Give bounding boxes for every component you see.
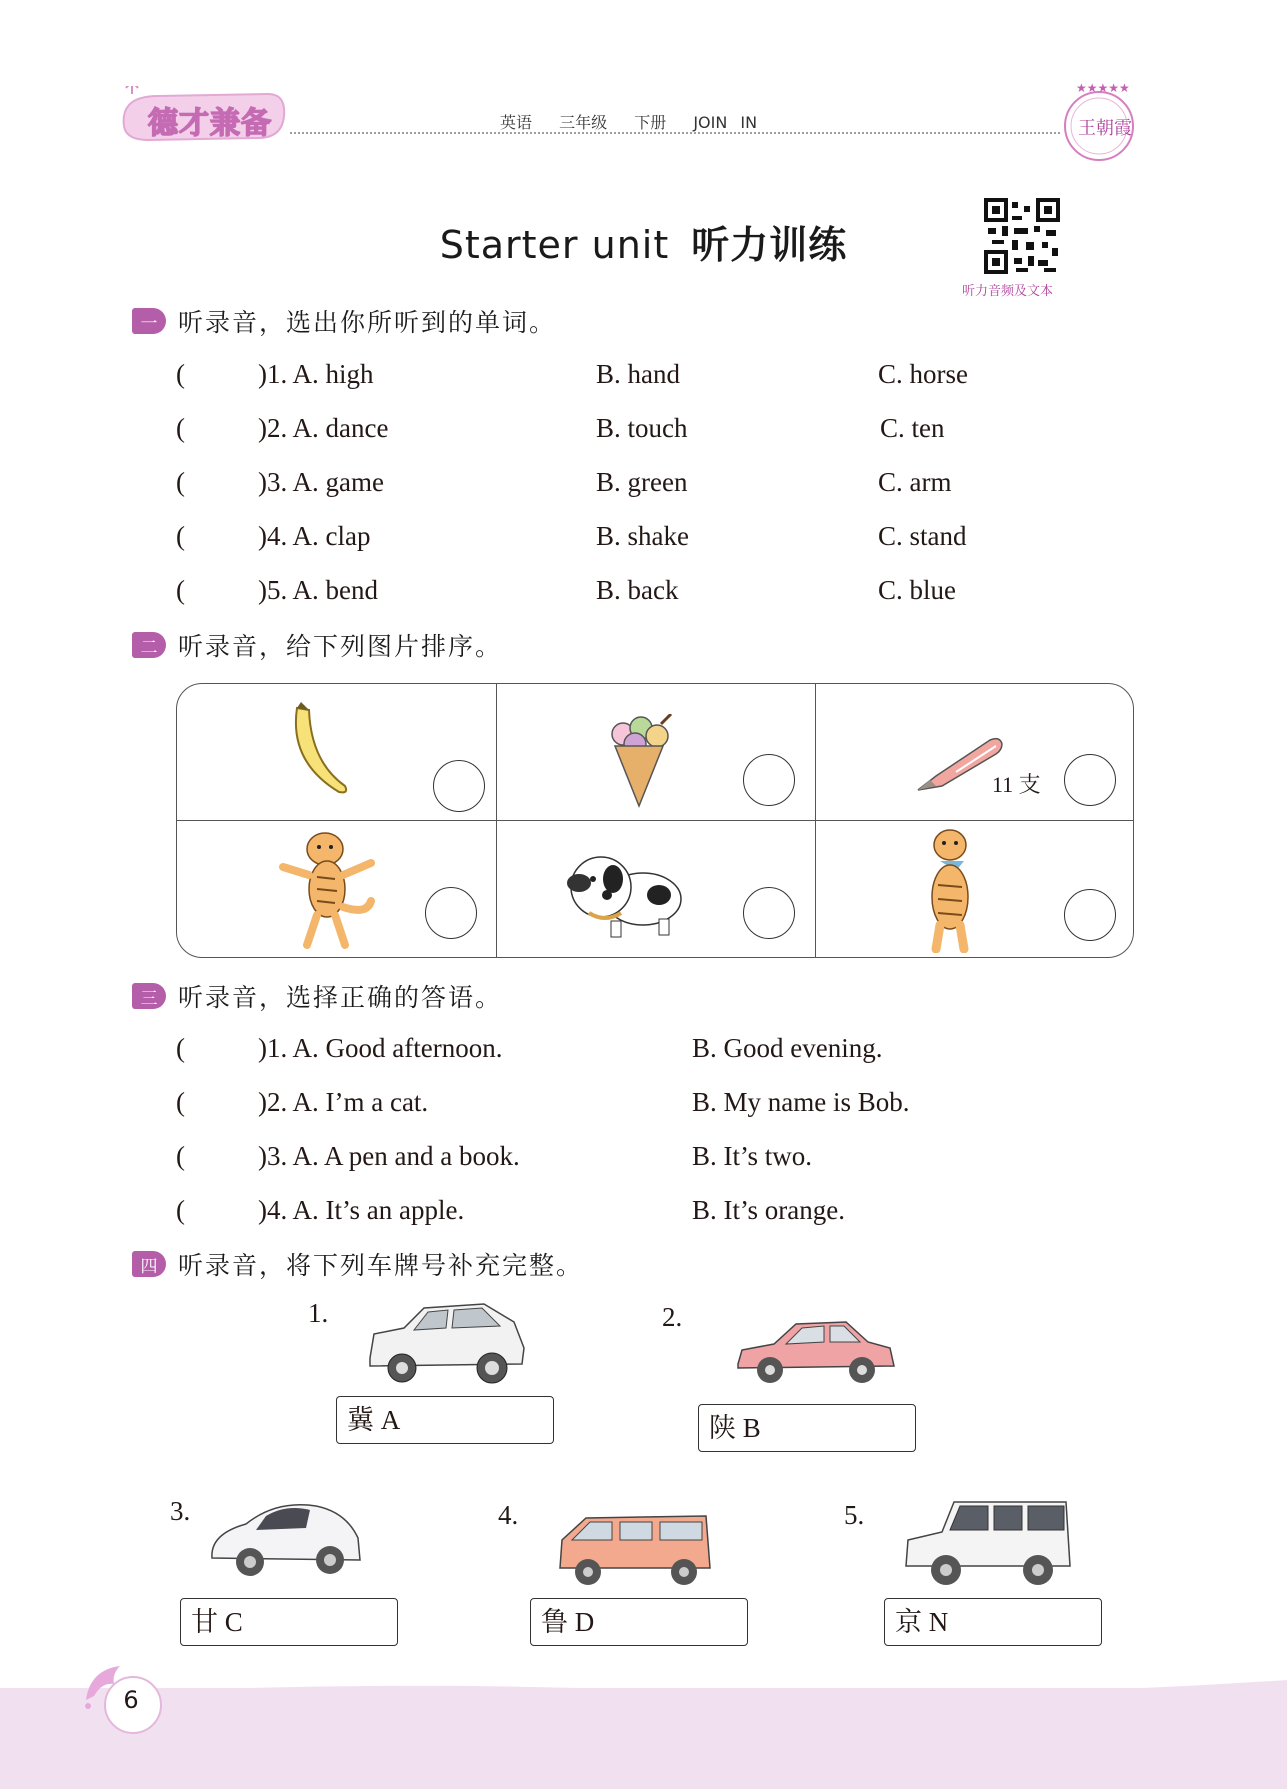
answer-paren[interactable]: (	[176, 1033, 185, 1063]
option-b: B. It’s orange.	[692, 1195, 845, 1225]
order-circle[interactable]	[1064, 889, 1116, 941]
car-suv-icon	[364, 1298, 530, 1388]
svg-text:★★★★★: ★★★★★	[1076, 81, 1130, 95]
header-edition: JOIN IN	[693, 113, 758, 132]
header-grade: 三年级	[559, 113, 608, 132]
picture-cell-ice-cream	[497, 684, 816, 821]
picture-grid	[176, 683, 1134, 958]
item-b: B. hand	[596, 359, 680, 389]
option-a: )3. A. A pen and a book.	[258, 1141, 520, 1171]
section-instruction: 听录音，将下列车牌号补充完整。	[178, 1251, 584, 1280]
picture-cell-tiger-standing	[816, 821, 1133, 957]
brand-stamp	[1058, 80, 1140, 166]
section-3-heading	[132, 979, 502, 1013]
header-info	[500, 110, 771, 133]
header-subject: 英语	[500, 113, 533, 132]
car-number: 2.	[662, 1302, 683, 1332]
order-circle[interactable]	[425, 887, 477, 939]
footer-band	[0, 1688, 1287, 1789]
item-a: )2. A. dance	[258, 413, 389, 443]
section-badge: 三	[132, 983, 166, 1009]
answer-paren[interactable]: (	[176, 575, 185, 605]
answer-paren[interactable]: (	[176, 1087, 185, 1117]
car-number: 4.	[498, 1500, 519, 1530]
item-b: B. touch	[596, 413, 688, 443]
option-b: B. Good evening.	[692, 1033, 883, 1063]
picture-cell-tiger-shaking	[177, 821, 497, 957]
tiger-icon	[277, 827, 377, 951]
item-c: C. ten	[880, 413, 945, 443]
page-number: 6	[123, 1686, 139, 1714]
car-sedan-icon	[734, 1312, 898, 1388]
section-1-heading	[132, 304, 556, 338]
tiger-icon	[916, 825, 986, 953]
option-b: B. My name is Bob.	[692, 1087, 910, 1117]
car-number: 1.	[308, 1298, 329, 1328]
option-a: )1. A. Good afternoon.	[258, 1033, 503, 1063]
license-plate[interactable]: 鲁 D	[530, 1598, 748, 1646]
item-b: B. green	[596, 467, 688, 497]
pen-count: 11 支	[992, 772, 1041, 797]
picture-cell-pen	[816, 684, 1133, 821]
section-badge: 一	[132, 308, 166, 334]
item-c: C. horse	[878, 359, 968, 389]
section-badge: 二	[132, 632, 166, 658]
item-a: )1. A. high	[258, 359, 374, 389]
item-a: )5. A. bend	[258, 575, 378, 605]
option-b: B. It’s two.	[692, 1141, 813, 1171]
item-c: C. stand	[878, 521, 967, 551]
answer-paren[interactable]: (	[176, 413, 185, 443]
logo-text: 德才兼备	[148, 106, 272, 141]
picture-cell-banana	[177, 684, 497, 821]
section-badge: 四	[132, 1251, 166, 1277]
car-number: 3.	[170, 1496, 191, 1526]
stamp-text: 王朝霞	[1078, 118, 1132, 139]
license-plate[interactable]: 京 N	[884, 1598, 1102, 1646]
item-c: C. arm	[878, 467, 952, 497]
item-a: )4. A. clap	[258, 521, 371, 551]
qr-code-icon[interactable]	[982, 196, 1062, 276]
banana-icon	[287, 702, 357, 802]
order-circle[interactable]	[743, 887, 795, 939]
section-2-heading	[132, 628, 502, 662]
license-plate[interactable]: 冀 A	[336, 1396, 554, 1444]
option-a: )4. A. It’s an apple.	[258, 1195, 465, 1225]
section-instruction: 听录音，给下列图片排序。	[178, 632, 503, 661]
order-circle[interactable]	[1064, 754, 1116, 806]
item-b: B. back	[596, 575, 679, 605]
page-title	[0, 214, 1287, 269]
order-circle[interactable]	[743, 754, 795, 806]
title-en: Starter unit	[439, 223, 670, 267]
section-4-heading	[132, 1247, 583, 1281]
car-beetle-icon	[206, 1494, 366, 1584]
car-number: 5.	[844, 1500, 865, 1530]
item-a: )3. A. game	[258, 467, 384, 497]
header-volume: 下册	[634, 113, 667, 132]
dog-icon	[559, 843, 689, 943]
qr-label: 听力音频及文本	[962, 284, 1054, 299]
answer-paren[interactable]: (	[176, 1195, 185, 1225]
title-cn: 听力训练	[691, 223, 848, 267]
section-instruction: 听录音，选出你所听到的单词。	[178, 308, 557, 337]
ice-cream-icon	[605, 714, 675, 810]
license-plate[interactable]: 甘 C	[180, 1598, 398, 1646]
item-c: C. blue	[878, 575, 956, 605]
answer-paren[interactable]: (	[176, 359, 185, 389]
answer-paren[interactable]: (	[176, 467, 185, 497]
picture-cell-dog	[497, 821, 816, 957]
answer-paren[interactable]: (	[176, 521, 185, 551]
section-instruction: 听录音，选择正确的答语。	[178, 983, 503, 1012]
license-plate[interactable]: 陕 B	[698, 1404, 916, 1452]
order-circle[interactable]	[433, 760, 485, 812]
car-minivan-icon	[902, 1496, 1072, 1592]
item-b: B. shake	[596, 521, 689, 551]
option-a: )2. A. I’m a cat.	[258, 1087, 429, 1117]
car-van-icon	[556, 1510, 714, 1590]
answer-paren[interactable]: (	[176, 1141, 185, 1171]
brand-logo	[118, 86, 288, 142]
